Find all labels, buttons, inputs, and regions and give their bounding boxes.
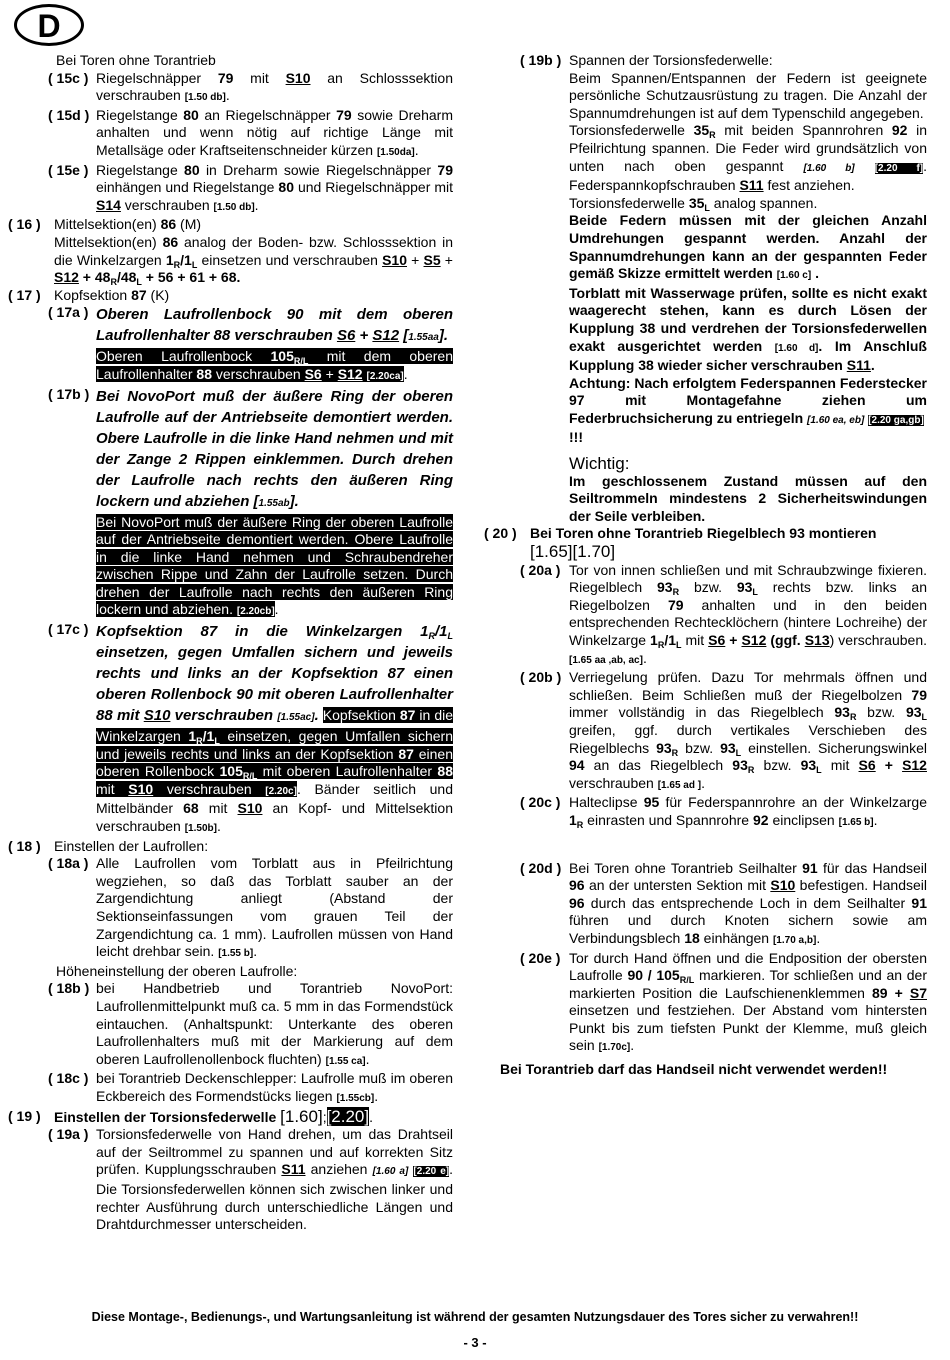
highlight-17b: Bei NovoPort muß der äußere Ring der oberen Laufrolle auf der Antriebseite demontiert werden. Obere Laufrolle in die linke Hand nehmen und Schraubendreher zwischen Rippe und Zahn der Laufrolle setzen. Durch drehen der Laufrolle nach rechts den äußeren Ring lockern und abziehen. [2.20cb] [96, 513, 453, 618]
step-20b: ( 20b ) Verriegelung prüfen. Dazu Tor mehrmals öffnen und schließen. Beim Schließen muß der Riegelbolzen 79 immer vollständig in das Riegelblech $93_R$ bzw. $93_L$ greifen, ggf. durch vertikales Verschieben des Riegelblechs $93_R$ bzw. $93_L$ einstellen. Sicherungswinkel 94 an das Riegelblech $93_R$ bzw. $93_L$ mit S6 + S12 verschrauben [1.65 ad ]. [520, 669, 928, 791]
language-badge: D [14, 4, 84, 46]
highlight-17a: Oberen Laufrollenbock $105_{R/L}$ mit dem oberen Laufrollenhalter 88 verschrauben S6 + S12 [2.20ca] [96, 348, 453, 382]
step-20: ( 20 ) Bei Toren ohne Torantrieb Riegelblech 93 montieren [1.65][1.70] [484, 525, 877, 562]
step-20e: ( 20e ) Tor durch Hand öffnen und die Endposition der obersten Laufrolle $90 / 105_{R/L}$ markieren. Tor schließen und an der markierten Position die Laufschienenklemmen 89 + S7 einsetzen und festziehen. Der Abstand vom hintersten Punkt bis zum tiefsten Punkt der Klemme, muß gleich sein [1.70c]. [520, 949, 927, 1054]
step-15e: ( 15e ) Riegelstange 80 in Dreharm sowie Riegelschnäpper 79 einhängen und Riegelstange 80 und Riegelschnäpper mit S14 verschrauben [1.50 db]. [48, 161, 453, 213]
step-15d: ( 15d ) Riegelstange 80 an Riegelschnäpper 79 sowie Dreharm anhalten und wenn nötig auf richtige Länge mit Metallsäge oder Kraftseitenschneider kürzen [1.50da]. [48, 106, 453, 158]
step-19: ( 19 ) Einstellen der Torsionsfederwelle [1.60];[2.20]. [8, 1106, 374, 1126]
step-18: ( 18 ) Einstellen der Laufrollen: [8, 837, 209, 854]
step-20a: ( 20a ) Tor von innen schließen und mit Schraubzwinge fixieren. Riegelblech $93_R$ bzw. $93_L$ rechts bzw. links an Riegelbolzen 79 anhalten und in den beiden entsprechenden Rechtecklöchern (hintere Lochreihe) der Winkelzarge $1_R/1_L$ mit S6 + S12 (ggf. S13) verschrauben. [1.65 aa ,ab, ac]. [520, 561, 927, 666]
right-column [484, 52, 927, 1079]
highlight-17c: Kopfsektion 87 in die Winkelzargen $1_R/1_L$ einsetzen, gegen Umfallen sichern und jeweils rechts und links an der Kopfsektion 87 einen oberen Rollenbock $105_{R/L}$ mit oberen Laufrollenhalter 88 mit S10 verschrauben [2.20c] [96, 707, 453, 797]
step-17: ( 17 ) Kopfsektion 87 (K) [8, 286, 170, 303]
handseil-warning: Bei Torantrieb darf das Handseil nicht verwendet werden!! [500, 1061, 888, 1078]
step-18a: ( 18a ) Alle Laufrollen vom Torblatt aus in Pfeilrichtung wegziehen, so daß das Torblatt sauber an der Zargendichtung anliegt (Abstand der Sektionseinfassungen vom grauen Teil der Zargendichtung ca. 1 mm). Laufrollen müssen von Hand leicht drehbar sein. [1.55 b]. [48, 855, 453, 960]
step-20c: ( 20c ) Halteclipse 95 für Federspannrohre an der Winkelzarge $1_R$ einrasten und Spannrohre 92 einclipsen [1.65 b]. [520, 794, 927, 830]
step-15c: ( 15c ) Riegelschnäpper 79 mit S10 an Schlosssektion verschrauben [1.50 db]. [48, 69, 453, 104]
step-17c: ( 17c ) Kopfsektion 87 in die Winkelzargen $1_R/1_L$ einsetzen, gegen Umfallen sichern und jeweils rechts und links an der Kopfsektion 87 einen oberen Rollenbock 90 mit oberen Laufrollenhalter 88 mit S10 verschrauben [1.55ac]. Kopfsektion 87 in die Winkelzargen $1_R/1_L$ einsetzen, gegen Umfallen sichern und jeweils rechts und links an der Kopfsektion 87 einen oberen Rollenbock $105_{R/L}$ mit oberen Laufrollenhalter 88 mit S10 verschrauben [2.20c]. Bänder seitlich und Mittelbänder 68 mit S10 an Kopf- und Mittelsektion verschrauben [1.50b]. [48, 621, 453, 835]
footer-note: Diese Montage-, Bedienungs-, und Wartungsanleitung ist während der gesamten Nutzungsdauer des Tores sicher zu verwahren!! [91, 1310, 859, 1324]
step-17b: ( 17b ) Bei NovoPort muß der äußere Ring der oberen Laufrolle auf der Antriebseite demontiert werden. Obere Laufrolle in die linke Hand nehmen und mit der Zange 2 Rippen einklemmen. Durch drehen der Laufrolle nach rechts den äußeren Ring lockern und abziehen [1.55ab]. Bei NovoPort muß der äußere Ring der oberen Laufrolle auf der Antriebseite demontiert werden. Obere Laufrolle in die linke Hand nehmen und Schraubendreher zwischen Rippe und Zahn der Laufrolle setzen. Durch drehen der Laufrolle nach rechts den äußeren Ring lockern und abziehen. [2.20cb]. [48, 385, 453, 618]
step-19b: ( 19b ) Spannen der Torsionsfederwelle: Beim Spannen/Entspannen der Federn ist geeignete persönliche Schutzausrüstung zu tragen. Die Anzahl der Spannumdrehungen ist auf dem Typenschild angegeben. Torsionsfederwelle $35_R$ mit beiden Spannrohren 92 in Pfeilrichtung spannen. Die Feder wird grundsätzlich von unten nach oben gespannt [1.60 b] [2.20 f]. Federspannkopfschrauben S11 fest anziehen. Torsionsfederwelle $35_L$ analog spannen. Beide Federn müssen mit der gleichen Anzahl Umdrehungen gespannt werden. Anzahl der Spannumdrehungen kann an der gespannten Feder gemäß Skizze ermittelt werden [1.60 c] . Torblatt mit Wasserwage prüfen, sollte es nicht exakt waagerecht stehen, kann es durch Lösen der Kupplung 38 und verdrehen der Torsionsfederwellen exakt ausgerichtet werden [1.60 d]. Im Anschluß Kupplung 38 wieder sicher verschrauben S11. Achtung: Nach erfolgtem Federspannen Federstecker 97 mit Montagefahne ziehen um Federbruchsicherung zu entriegeln [1.60 ea, eb] [2.20 ga,gb] !!! Wichtig: Im geschlossenem Zustand müssen auf den Seiltrommeln mindestens 2 Sicherheitswindungen der Seile verbleiben. [520, 52, 928, 524]
step-16: ( 16 ) Mittelsektion(en) 86 (M) Mittelsektion(en) 86 analog der Boden- bzw. Schlosssektion in die Winkelzargen $1_R/1_L$ einsetzen und verschrauben $S10 + S5 + S12 + 48_R/48_L + 56 + 61 + 68$. [8, 216, 453, 288]
intro-text: Bei Toren ohne Torantrieb [56, 52, 216, 68]
step-17a: ( 17a ) Oberen Laufrollenbock 90 mit dem oberen Laufrollenhalter 88 verschrauben S6 + S12 [1.55aa]. Oberen Laufrollenbock $105_{R/L}$ mit dem oberen Laufrollenhalter 88 verschrauben S6 + S12 [2.20ca]. [48, 304, 453, 382]
left-column [8, 52, 453, 1234]
step-18c: ( 18c ) bei Torantrieb Deckenschlepper: Laufrolle muß im oberen Eckbereich des Formendstücks liegen [1.55cb]. [48, 1070, 453, 1104]
page-number: - 3 - [463, 1335, 487, 1350]
step-20d: ( 20d ) Bei Toren ohne Torantrieb Seilhalter 91 für das Handseil 96 an der untersten Sektion mit S10 befestigen. Handseil 96 durch das entsprechende Loch in dem Seilhalter 91 führen und durch Knoten sichern sowie am Verbindungsblech 18 einhängen [1.70 a,b]. [520, 859, 927, 946]
height-adjust-heading: Höheneinstellung der oberen Laufrolle: [56, 962, 298, 979]
step-18b: ( 18b ) bei Handbetrieb und Torantrieb NovoPort: Laufrollenmittelpunkt muß ca. 5 mm in das Formendstück eintauchen. (Anhaltspunkt: Unterkante des oberen Laufrollenhalters muß mit der Markierung auf dem oberen Laufrollenollenbock fluchten) [1.55 ca]. [48, 980, 453, 1067]
step-19a: ( 19a ) Torsionsfederwelle von Hand drehen, um das Drahtseil auf der Seiltrommel zu spannen und auf korrekten Sitz prüfen. Kupplungsschrauben S11 anziehen [1.60 a] [2.20 e]. Die Torsionsfederwellen können sich zwischen linker und rechter Ausführung durch unterschiedliche Längen und Drahtdurchmesser unterscheiden. [48, 1126, 454, 1233]
